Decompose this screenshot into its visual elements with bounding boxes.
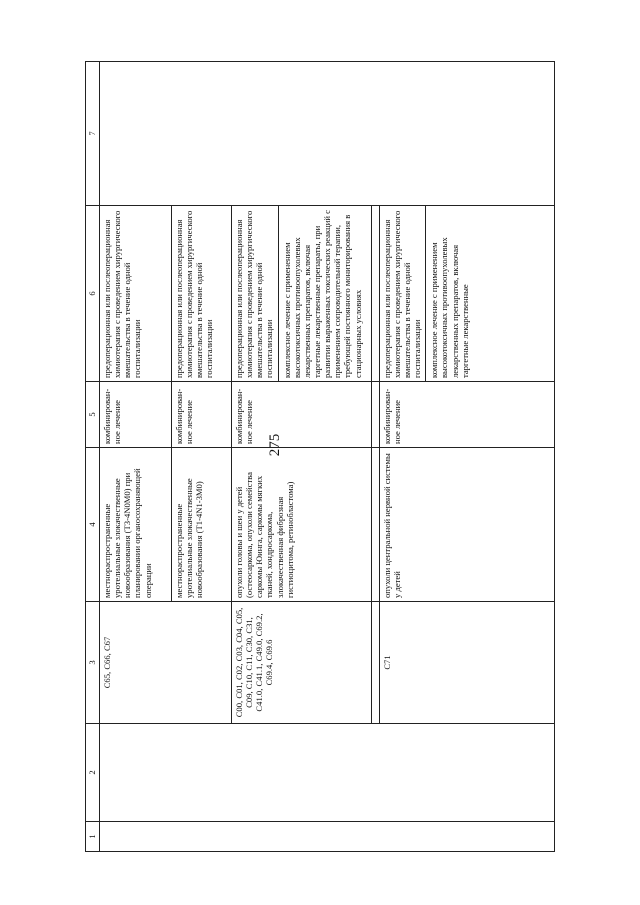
rotated-table-area: [85, 62, 555, 852]
treatment-description: предоперационная или послеоперационная химиотерапия с проведением хирургического вмешательства в течение одной госпитализации: [381, 210, 423, 378]
treatment-table: [85, 61, 555, 852]
description-cell: [232, 448, 372, 602]
empty-cell: [371, 206, 379, 382]
treatment-description: предоперационная или послеоперационная химиотерапия с проведением хирургического вмешательства в течение одной госпитализации: [174, 210, 215, 378]
treatment-option: [429, 206, 473, 381]
icd-codes: C65, C66, C67: [102, 636, 112, 689]
icd-codes-cell: [379, 602, 554, 724]
empty-cell: [371, 382, 379, 448]
treatment-cell: [172, 206, 232, 382]
treatment-cell: [232, 206, 372, 382]
method-cell: [232, 382, 372, 448]
column-header-1: 1: [86, 822, 100, 852]
column-header-3: 3: [86, 602, 100, 724]
column-header-5: 5: [86, 382, 100, 448]
cell-col7: [100, 62, 555, 206]
icd-codes-cell: [232, 602, 372, 724]
description-cell: [172, 448, 232, 602]
empty-cell: [371, 602, 379, 724]
method-cell: [172, 382, 232, 448]
diagnosis-description: опухоли головы и шеи у детей (остеосаркома, опухоли семейства саркомы Юинга, саркомы мягких тканей, хондросаркома, злокачественная фиброзная гистиоцитома, ретинобластома): [234, 472, 295, 598]
icd-codes: C00, C01, C02, C03, C04, C05, C09, C10, C11, C30, C31, C41.0, C41.1, C49.0, C69.2, C69.4, C69.6: [234, 607, 275, 718]
column-header-2: 2: [86, 724, 100, 822]
rotated-table-wrapper: [85, 62, 555, 852]
description-cell: [379, 448, 554, 602]
treatment-description: комплексное лечение с применением высокотоксичных противоопухолевых лекарственных препаратов, включая таргетные лекарственные препараты, при развитии выраженных токсических реакций с применением сопроводительной терапии, требующей постоянного мониторирования в стационарных условиях: [281, 210, 363, 378]
cell-col2: [100, 724, 555, 822]
treatment-description: предоперационная или послеоперационная химиотерапия с проведением хирургического вмешательства в течение одной госпитализации: [102, 210, 143, 378]
treatment-cell: [379, 206, 554, 382]
empty-cell: [371, 448, 379, 602]
icd-codes: C71: [381, 655, 392, 670]
treatment-description: комплексное лечение с применением высокотоксичных противоопухолевых лекарственных препаратов, включая таргетные лекарственные: [429, 237, 470, 378]
cell-col1: [100, 822, 555, 852]
icd-codes-cell: [100, 602, 232, 724]
treatment-method: комбинирован-ное лечение: [102, 388, 123, 444]
page-number: 275: [267, 433, 283, 457]
table-row: [100, 62, 172, 852]
method-cell: [100, 382, 172, 448]
treatment-method: комбинирован-ное лечение: [381, 388, 402, 444]
treatment-option: [282, 206, 366, 381]
treatment-method: комбинирован-ное лечение: [234, 388, 255, 444]
diagnosis-description: местнораспространенные уротелиальные злокачественные новообразования (T3-4N0M0) при планировании органосохраняющей операции: [102, 468, 153, 598]
description-cell: [100, 448, 172, 602]
column-header-6: 6: [86, 206, 100, 382]
diagnosis-description: опухоли центральной нервной системы у детей: [381, 453, 402, 598]
treatment-option: [234, 206, 279, 381]
column-header-4: 4: [86, 448, 100, 602]
treatment-option: [382, 206, 427, 381]
treatment-method: комбинирован-ное лечение: [174, 388, 195, 444]
diagnosis-description: местнораспространенные уротелиальные злокачественные новообразования (T1-4N1-3M0): [174, 478, 205, 598]
treatment-description: предоперационная или послеоперационная химиотерапия с проведением хирургического вмешательства в течение одной госпитализации: [234, 210, 275, 378]
method-cell: [379, 382, 554, 448]
column-header-7: 7: [86, 62, 100, 206]
header-row: [86, 62, 100, 852]
treatment-cell: [100, 206, 172, 382]
